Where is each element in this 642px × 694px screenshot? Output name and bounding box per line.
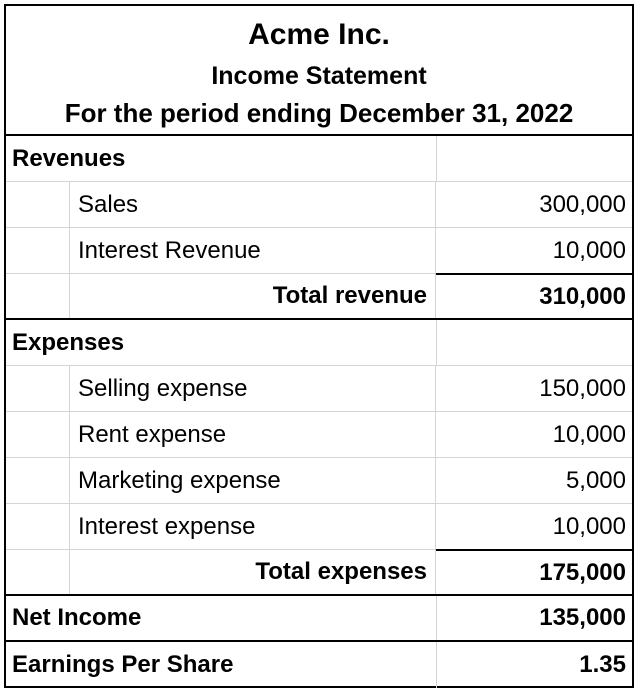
eps-row xyxy=(6,642,632,688)
revenues-heading: Revenues xyxy=(12,144,126,172)
indent-cell xyxy=(6,504,70,549)
revenues-heading-row xyxy=(6,136,632,182)
line-item-label: Marketing expense xyxy=(70,458,436,503)
line-item-label: Rent expense xyxy=(70,412,436,457)
total-expenses-row xyxy=(6,550,632,596)
total-expenses-value: 175,000 xyxy=(436,549,632,594)
line-item-row xyxy=(6,228,632,274)
total-revenue-row xyxy=(6,274,632,320)
indent-cell xyxy=(6,274,70,318)
total-revenue-label: Total revenue xyxy=(70,274,436,318)
company-name: Acme Inc. xyxy=(248,18,390,51)
indent-cell xyxy=(6,228,70,273)
indent-cell xyxy=(6,182,70,227)
line-item-row xyxy=(6,182,632,228)
line-item-value: 10,000 xyxy=(552,236,626,264)
line-item-label: Interest expense xyxy=(70,504,436,549)
indent-cell xyxy=(6,412,70,457)
total-revenue-value: 310,000 xyxy=(436,273,632,318)
expenses-heading-row xyxy=(6,320,632,366)
net-income-row xyxy=(6,596,632,642)
line-item-row xyxy=(6,504,632,550)
statement-header xyxy=(6,6,632,136)
expenses-heading: Expenses xyxy=(12,328,125,356)
line-item-row xyxy=(6,366,632,412)
indent-cell xyxy=(6,366,70,411)
line-item-row xyxy=(6,458,632,504)
eps-label: Earnings Per Share xyxy=(12,651,234,678)
line-item-value: 10,000 xyxy=(552,420,626,448)
statement-title: Income Statement xyxy=(211,62,427,90)
line-item-row xyxy=(6,412,632,458)
income-statement xyxy=(4,4,634,688)
empty-cell xyxy=(436,320,632,365)
net-income-value: 135,000 xyxy=(436,596,632,640)
net-income-label: Net Income xyxy=(12,604,142,631)
line-item-label: Sales xyxy=(70,182,436,227)
statement-period: For the period ending December 31, 2022 xyxy=(64,98,574,128)
empty-cell xyxy=(436,136,632,181)
line-item-value: 300,000 xyxy=(539,190,626,218)
line-item-value: 10,000 xyxy=(552,512,626,540)
line-item-value: 5,000 xyxy=(565,466,626,494)
eps-value: 1.35 xyxy=(436,642,632,688)
indent-cell xyxy=(6,458,70,503)
line-item-value: 150,000 xyxy=(539,374,626,402)
indent-cell xyxy=(6,550,70,594)
total-expenses-label: Total expenses xyxy=(70,550,436,594)
line-item-label: Interest Revenue xyxy=(70,228,436,273)
line-item-label: Selling expense xyxy=(70,366,436,411)
